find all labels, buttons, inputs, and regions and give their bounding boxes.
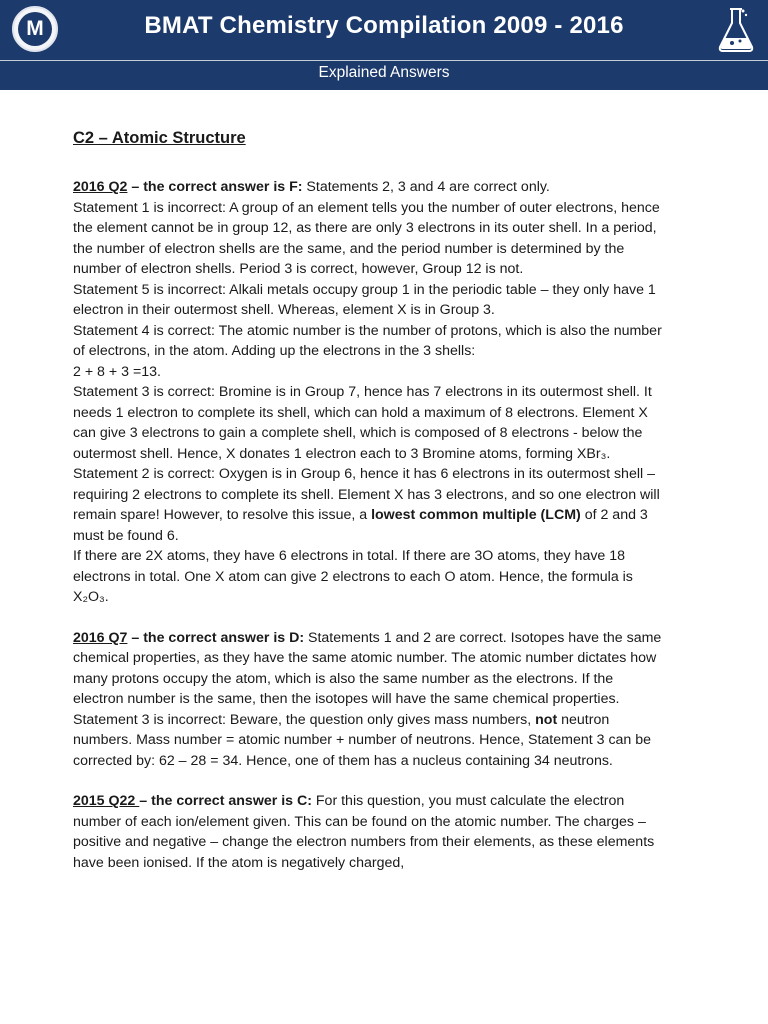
- answer-text: For this question, you must calculate the electron number of each ion/element given. This can be found on the atomic number. The charges – positive and negative – change the electron numbers from their elements, as these elements have been ionised. If the atom is negatively charged,: [73, 793, 655, 871]
- answer-text-part: of 2 and 3 must be found 6.: [73, 507, 648, 544]
- answer-text: Statement 1 is incorrect: A group of an element tells you the number of outer electrons, hence the element cannot be in group 12, as there are only 3 electrons in its outer shell. In a period, the number of electron shells are the same, and the period number is determined by the number of electron shells. Period 3 is correct, however, Group 12 is not.: [73, 199, 660, 277]
- document-body: [73, 126, 663, 893]
- answer-text: 2 + 8 + 3 =13.: [73, 363, 161, 380]
- answer-text: [73, 464, 663, 546]
- answer-text: If there are 2X atoms, they have 6 electrons in total. If there are 3O atoms, they have 18 electrons in total. One X atom can give 2 electrons to each O atom. Hence, the formula is X₂O₃.: [73, 548, 633, 605]
- flask-icon: [714, 5, 758, 55]
- page-title: BMAT Chemistry Compilation 2009 - 2016: [144, 12, 624, 39]
- answer-text: Statement 5 is incorrect: Alkali metals occupy group 1 in the periodic table – they only have 1 electron in their outermost shell. Whereas, element X is in Group 3.: [73, 281, 656, 318]
- answer-text: neutron numbers. Mass number = atomic number + number of neutrons. Hence, Statement 3 can be corrected by: 62 – 28 = 34. Hence, one of them has a nucleus containing 34 neutrons.: [73, 711, 652, 769]
- answer-text: Statement 3 is correct: Bromine is in Group 7, hence has 7 electrons in its outermost shell. It needs 1 electron to complete its shell, which can hold a maximum of 8 electrons. Element X can give 3 electrons to gain a complete shell, which is composed of 8 electrons - below the outermost shell. Hence, X donates 1 electron each to 3 Bromine atoms, forming XBr₃.: [73, 384, 652, 462]
- answer-lead: – the correct answer is F:: [127, 179, 303, 195]
- subtitle: Explained Answers: [318, 64, 450, 81]
- answer-lead: – the correct answer is C:: [139, 793, 312, 809]
- logo-letter: M: [18, 12, 52, 46]
- answer-text: Statements 1 and 2 are correct. Isotopes have the same chemical properties, as they have the same atomic number. The atomic number dictates how many protons occupy the atom, which is also the same number as the electrons. If the electron number is the same, then the isotopes will have the same chemical properties. Statement 3 is incorrect: Beware, the question only gives mass numbers,: [73, 629, 662, 728]
- answer-2016-q2: [73, 177, 663, 608]
- question-ref: 2015 Q22: [73, 793, 140, 809]
- question-ref: 2016 Q7: [73, 629, 128, 646]
- answer-text: Statement 4 is correct: The atomic number is the number of protons, which is also the number of electrons, in the atom. Adding up the electrons in the 3 shells:: [73, 322, 662, 359]
- header-bar: [0, 0, 768, 60]
- answer-lead: – the correct answer is D:: [127, 629, 305, 646]
- lcm-term: lowest common multiple (LCM): [371, 507, 581, 523]
- answer-2015-q22: [73, 791, 663, 873]
- section-title: C2 – Atomic Structure: [73, 129, 246, 147]
- question-ref: 2016 Q2: [73, 179, 128, 195]
- emphasis-not: not: [535, 711, 558, 728]
- answer-text: Statements 2, 3 and 4 are correct only.: [302, 179, 550, 195]
- answer-2016-q7: [73, 628, 663, 772]
- answer-text-part: Statement 2 is correct: Oxygen is in Group 6, hence it has 6 electrons in its outermost shell – requiring 2 electrons to complete its shell. Element X has 3 electrons, and so one electron will remain spare! However, to resolve this issue, a: [73, 466, 660, 523]
